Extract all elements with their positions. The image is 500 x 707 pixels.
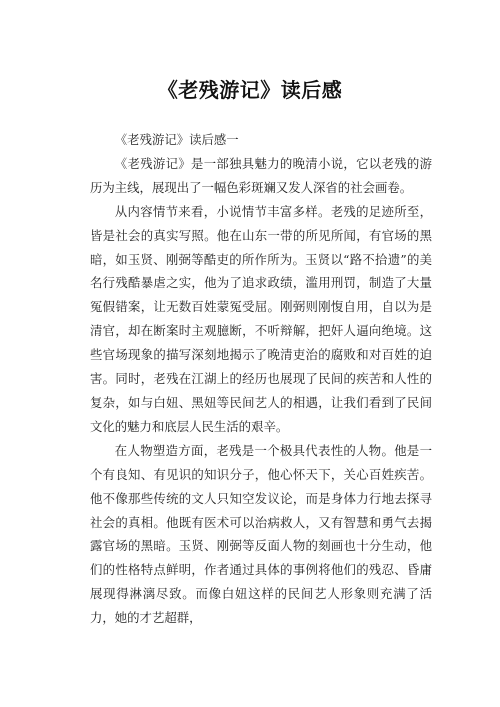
section-subtitle: 《老残游记》读后感一 <box>114 132 239 147</box>
document-title: 《老残游记》读后感 <box>157 78 343 102</box>
paragraph-characters: 在人物塑造方面，老残是一个极具代表性的人物。他是一个有良知、有见识的知识分子，他心怀天下，关心百姓疾苦。他不像那些传统的文人只知空发议论，而是身体力行地去探寻社会的真相。他既有医术可以治病救人，又有智慧和勇气去揭露官场的黑暗。玉贤、刚弼等反面人物的刻画也十分生动，他们的性格特点鲜明，作者通过具体的事例将他们的残忍、昏庸展现得淋漓尽致。而像白妞这样的民间艺人形象则充满了活力，她的才艺超群， <box>90 442 432 626</box>
paragraph-plot: 从内容情节来看，小说情节丰富多样。老残的足迹所至，皆是社会的真实写照。他在山东一带的所见所闻，有官场的黑暗，如玉贤、刚弼等酷吏的所作所为。玉贤以“路不拾遗”的美名行残酷暴虐之实，他为了追求政绩，滥用刑罚，制造了大量冤假错案，让无数百姓蒙冤受屈。刚弼则刚愎自用，自以为是清官，却在断案时主观臆断，不听辩解，把奸人逼向绝境。这些官场现象的描写深刻地揭示了晚清吏治的腐败和对百姓的迫害。同时，老残在江湖上的经历也展现了民间的疾苦和人性的复杂，如与白妞、黑妞等民间艺人的相遇，让我们看到了民间文化的魅力和底层人民生活的艰辛。 <box>90 203 432 434</box>
document-body <box>90 128 432 630</box>
paragraph-intro: 《老残游记》是一部独具魅力的晚清小说，它以老残的游历为主线，展现出了一幅色彩斑斓又发人深省的社会画卷。 <box>90 155 432 195</box>
